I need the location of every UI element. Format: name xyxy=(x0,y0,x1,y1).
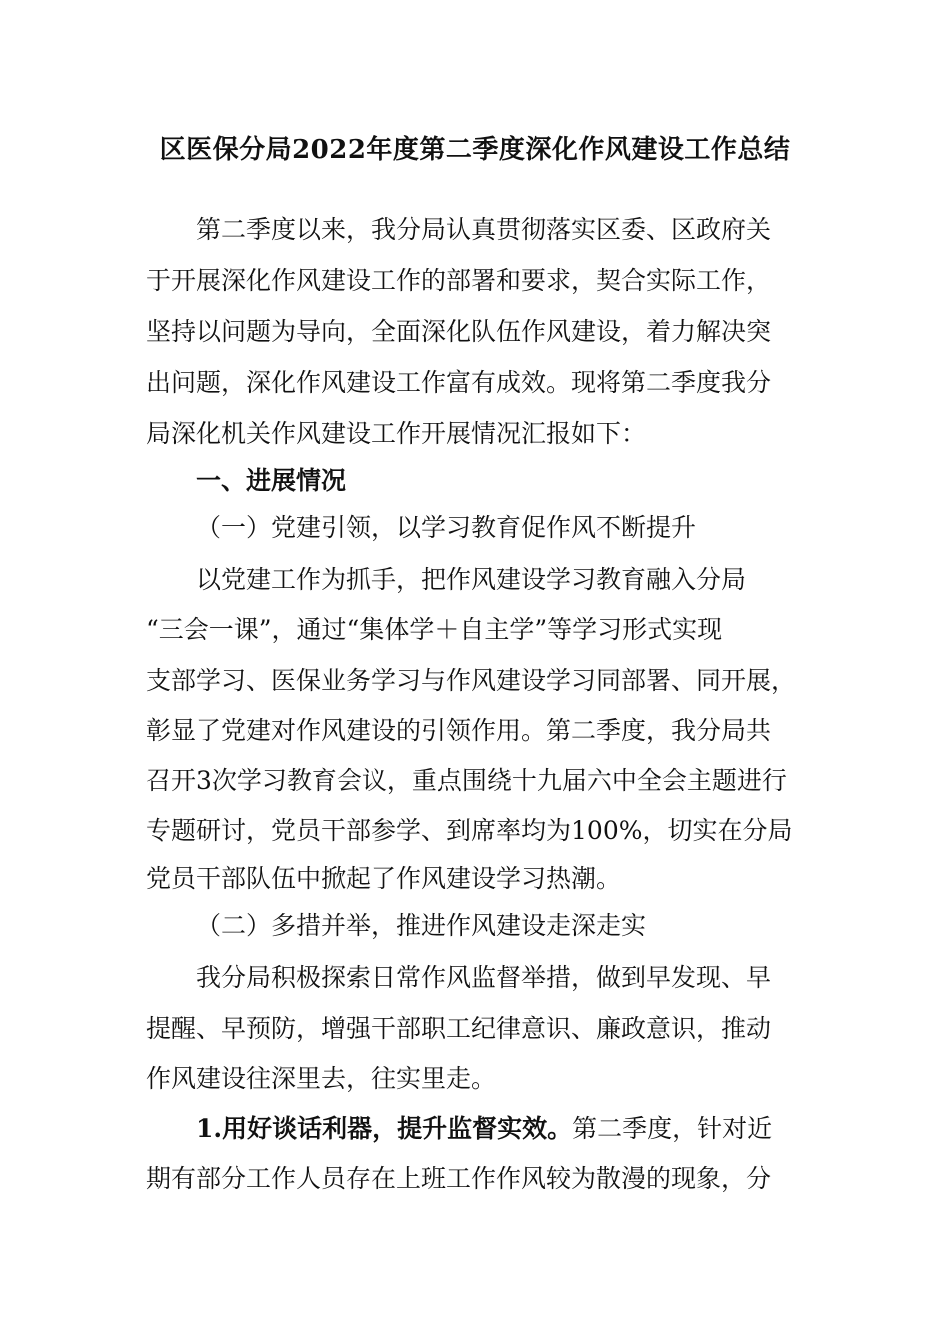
paragraph-line: “三会一课”，通过“集体学＋自主学”等学习形式实现 xyxy=(146,615,723,644)
paragraph-line: 我分局积极探索日常作风监督举措，做到早发现、早 xyxy=(196,963,772,992)
subsection-heading: （二）多措并举，推进作风建设走深走实 xyxy=(196,911,647,940)
paragraph-line: 提醒、早预防，增强干部职工纪律意识、廉政意识，推动 xyxy=(146,1014,772,1043)
intro-line: 于开展深化作风建设工作的部署和要求，契合实际工作， xyxy=(146,266,772,295)
paragraph-line: 召开3次学习教育会议，重点围绕十九届六中全会主题进行 xyxy=(146,766,787,795)
paragraph-line: 专题研讨，党员干部参学、到席率均为100%，切实在分局 xyxy=(146,816,793,845)
intro-line: 出问题，深化作风建设工作富有成效。现将第二季度我分 xyxy=(146,368,772,397)
subsection-heading: （一）党建引领，以学习教育促作风不断提升 xyxy=(196,513,697,542)
paragraph-line: 彰显了党建对作风建设的引领作用。第二季度，我分局共 xyxy=(146,716,772,745)
paragraph-line: 作风建设往深里去，往实里走。 xyxy=(146,1064,497,1093)
item-text: 第二季度，针对近 xyxy=(572,1114,773,1143)
paragraph-line: 支部学习、医保业务学习与作风建设学习同部署、同开展， xyxy=(146,666,797,695)
intro-line: 局深化机关作风建设工作开展情况汇报如下： xyxy=(146,419,647,448)
item-line xyxy=(196,1109,772,1149)
document-title: 区医保分局2022年度第二季度深化作风建设工作总结 xyxy=(159,135,791,165)
paragraph-line: 以党建工作为抓手，把作风建设学习教育融入分局 xyxy=(196,565,747,594)
paragraph-line: 期有部分工作人员存在上班工作作风较为散漫的现象，分 xyxy=(146,1164,772,1193)
intro-line: 第二季度以来，我分局认真贯彻落实区委、区政府关 xyxy=(196,215,772,244)
intro-line: 坚持以问题为导向，全面深化队伍作风建设，着力解决突 xyxy=(146,317,772,346)
paragraph-line: 党员干部队伍中掀起了作风建设学习热潮。 xyxy=(146,864,622,893)
item-bold-lead: 1.用好谈话利器，提升监督实效。 xyxy=(196,1114,573,1143)
section-heading: 一、进展情况 xyxy=(196,466,347,495)
